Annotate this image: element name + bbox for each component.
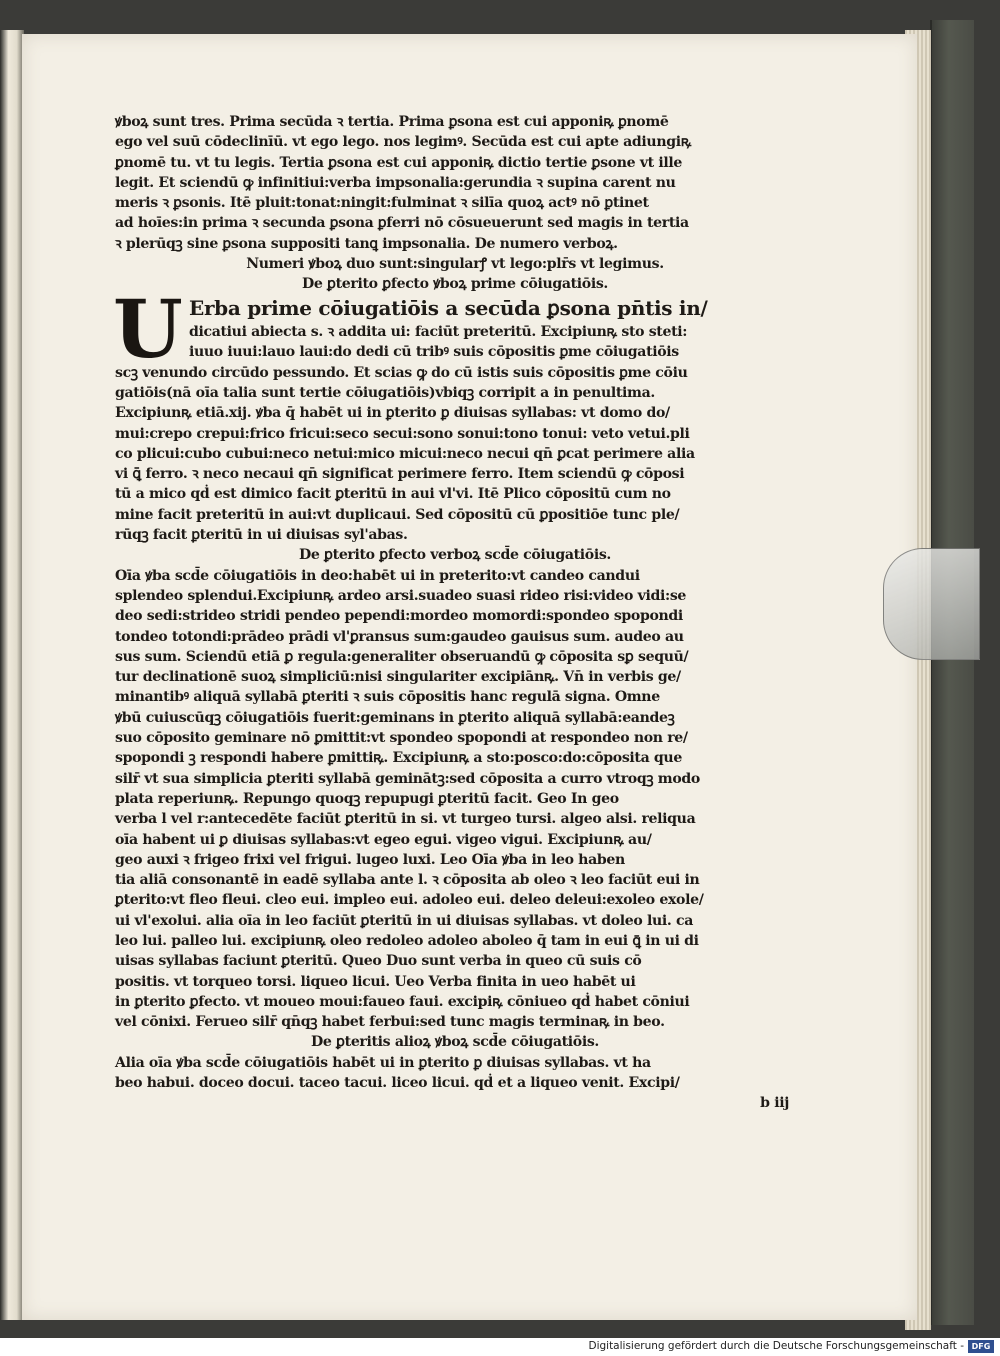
text-line: ꝑterito:vt fleo fleui. cleo eui. impleo eui. adoleo eui. deleo deleui:exoleo exole/	[115, 892, 704, 909]
text-line: ꝟbū cuiuscūqꝫ cōiugatiōis fuerit:geminans in ꝑterito aliquā syllabā:eandeꝫ	[115, 709, 675, 726]
drop-cap: U	[113, 281, 183, 376]
book-binding	[0, 30, 24, 1320]
text-line: leo lui. palleo lui. excipiunꝶ oleo redoleo adoleo aboleo q̄ tam in eui ꝗ̄ in ui di	[115, 932, 699, 949]
text-line: ad hoīes:in prima ꝛ secunda ꝑsona ꝑferri nō cōsueuerunt sed magis in tertia	[115, 215, 689, 232]
text-line: positis. vt torqueo torsi. liqueo licui. Ueo Verba finita in ueo habēt ui	[115, 973, 636, 990]
text-line: scꝫ venundo circūdo pessundo. Et scias ꝙ do cū istis suis cōpositis ꝑme cōiu	[115, 364, 688, 381]
section-aliorum	[115, 1053, 795, 1094]
heading-preterito-prime: De ꝑterito ꝑfecto ꝟboꝝ prime cōiugatiōis.	[302, 276, 608, 293]
text-line: ꝟboꝝ sunt tres. Prima secūda ꝛ tertia. Prima ꝑsona est cui apponiꝶ ꝑnomē	[115, 114, 669, 130]
text-line: oīa habent ui ꝑ diuisas syllabas:vt egeo egui. vigeo vigui. Excipiunꝶ au/	[115, 831, 652, 848]
text-line: mui:crepo crepui:frico fricui:seco secui:sono sonui:tono tonui: veto vetui.pli	[115, 425, 690, 442]
text-line: mine facit preteritū in aui:vt duplicaui. Sed cōpositū cū ꝑpositiōe tunc ple/	[115, 506, 680, 523]
text-line: meris ꝛ ꝑsonis. Itē pluit:tonat:ningit:fulminat ꝛ silīa quoꝝ actꝰ nō ꝑtinet	[115, 195, 649, 212]
page-clip	[883, 548, 980, 660]
dfg-logo: DFG	[968, 1340, 994, 1353]
text-line: uisas syllabas faciunt ꝑteritū. Queo Duo sunt verba in queo cū suis cō	[115, 953, 642, 970]
text-line: Excipiunꝶ etiā.xij. ꝟba q̄ habēt ui in ꝑterito ꝑ diuisas syllabas: vt domo do/	[115, 405, 670, 422]
heading-preterito-aliorum: De ꝑteritis alioꝝ ꝟboꝝ scd̄e cōiugatiōis.	[311, 1034, 599, 1051]
heading-preterito-secunde: De ꝑterito ꝑfecto verboꝝ scd̄e cōiugatiōis.	[299, 547, 611, 564]
book-cover-edge	[930, 20, 974, 1325]
funding-note: Digitalisierung gefördert durch die Deutsche Forschungsgemeinschaft -	[588, 1340, 964, 1352]
text-line: legit. Et sciendū ꝙ infinitiui:verba impsonalia:gerundia ꝛ supina carent nu	[115, 174, 676, 191]
text-line: plata reperiunꝶ. Repungo quoqꝫ repupugi ꝑteritū facit. Geo In geo	[115, 790, 619, 807]
section-secunde-coniugationis	[115, 566, 795, 1033]
text-line: tondeo totondi:prādeo prādi vl'ꝑransus sum:gaudeo gauisus sum. audeo au	[115, 628, 684, 645]
page-text	[115, 112, 795, 1114]
text-line: beo habui. doceo docui. taceo tacui. liceo licui. qḋ et a liqueo venit. Excipi/	[115, 1075, 680, 1092]
text-line: ego vel suū cōdeclinīū. vt ego lego. nos legimꝰ. Secūda est cui apte adiungiꝶ	[115, 134, 692, 151]
text-line: gatiōis(nā oīa talia sunt tertie cōiugatiōis)vbiqꝫ corripit a in penultima.	[115, 384, 655, 401]
text-line: co plicui:cubo cubui:neco netui:mico micui:neco necui qn̄ ꝑcat perimere alia	[115, 445, 695, 462]
text-line: silr̄ vt sua simplicia ꝑteriti syllabā geminātꝫ:sed cōposita a curro vtroqꝫ modo	[115, 770, 700, 787]
text-line: ꝑnomē tu. vt tu legis. Tertia ꝑsona est cui apponiꝶ dictio tertie ꝑsone vt ille	[115, 154, 683, 171]
text-line: iuuo iuui:lauo laui:do dedi cū tribꝰ suis cōpositis ꝑme cōiugatiōis	[189, 343, 679, 360]
text-line: Oīa ꝟba scd̄e cōiugatiōis in deo:habēt ui in preterito:vt candeo candui	[115, 567, 640, 584]
text-line: geo auxi ꝛ frigeo frixi vel frigui. lugeo luxi. Leo Oīa ꝟba in leo haben	[115, 851, 625, 868]
text-line: vi ꝗ̄ ferro. ꝛ neco necaui qn̄ significat perimere ferro. Item sciendū ꝙ cōposi	[115, 466, 685, 483]
text-line: vel cōnixi. Ferueo silr̄ qn̄qꝫ habet ferbui:sed tunc magis terminaꝶ in beo.	[115, 1014, 665, 1031]
text-line: verba l vel r:antecedēte faciūt ꝑteritū in si. vt turgeo tursi. algeo alsi. reliqua	[115, 811, 696, 828]
text-line: tur declinationē suoꝝ simpliciū:nisi singulariter excipiānꝶ. Vn̄ in verbis ge/	[115, 669, 681, 686]
text-line: suo cōposito geminare nō ꝑmittit:vt spondeo spopondi at respondeo non re/	[115, 730, 688, 747]
first-big-line: Erba prime cōiugatiōis a secūda ꝑsona pn̄tis in/	[189, 295, 708, 320]
text-line: sus sum. Sciendū etiā ꝑ regula:generaliter obseruandū ꝙ cōposita sꝑ sequū/	[115, 648, 689, 665]
text-line: tū a mico qḋ est dimico facit ꝑteritū in aui vl'vi. Itē Plico cōpositū cum no	[115, 486, 671, 503]
text-line: splendeo splendui.Excipiunꝶ ardeo arsi.suadeo suasi rideo risi:video vidi:se	[115, 587, 687, 604]
text-line: ui vl'exolui. alia oīa in leo faciūt ꝑteritū in ui diuisas syllabas. vt doleo lui. ca	[115, 912, 694, 929]
text-line: rūqꝫ facit ꝑteritū in ui diuisas syl'abas.	[115, 527, 408, 544]
footer-bar	[0, 1338, 1000, 1356]
text-line: Alia oīa ꝟba scd̄e cōiugatiōis habēt ui in ꝑterito ꝑ diuisas syllabas. vt ha	[115, 1054, 651, 1071]
signature-mark: b iij	[760, 1095, 789, 1112]
heading-numeri: Numeri ꝟboꝝ duo sunt:singularꝭ vt lego:plr̄s vt legimus.	[246, 256, 664, 273]
text-line: in ꝑterito ꝑfecto. vt moueo moui:faueo faui. excipiꝶ cōniueo qḋ habet cōniui	[115, 993, 690, 1010]
text-line: spopondi ꝫ respondi habere ꝑmittiꝶ. Excipiunꝶ a sto:posco:do:cōposita que	[115, 750, 682, 767]
text-line: tia aliā consonantē in eadē syllaba ante l. ꝛ cōposita ab oleo ꝛ leo faciūt eui in	[115, 872, 700, 889]
text-line: minantibꝰ aliquā syllabā ꝑteriti ꝛ suis cōpositis hanc regulā signa. Omne	[115, 689, 660, 706]
text-line: dicatiui abiecta s. ꝛ addita ui: faciūt preteritū. Excipiunꝶ sto steti:	[189, 323, 688, 340]
text-line: ꝛ plerūqꝫ sine ꝑsona suppositi tanꝗ impsonalia. De numero verboꝝ.	[115, 235, 618, 252]
text-line: deo sedi:strideo stridi pendeo pependi:mordeo momordi:spondeo spopondi	[115, 608, 683, 625]
